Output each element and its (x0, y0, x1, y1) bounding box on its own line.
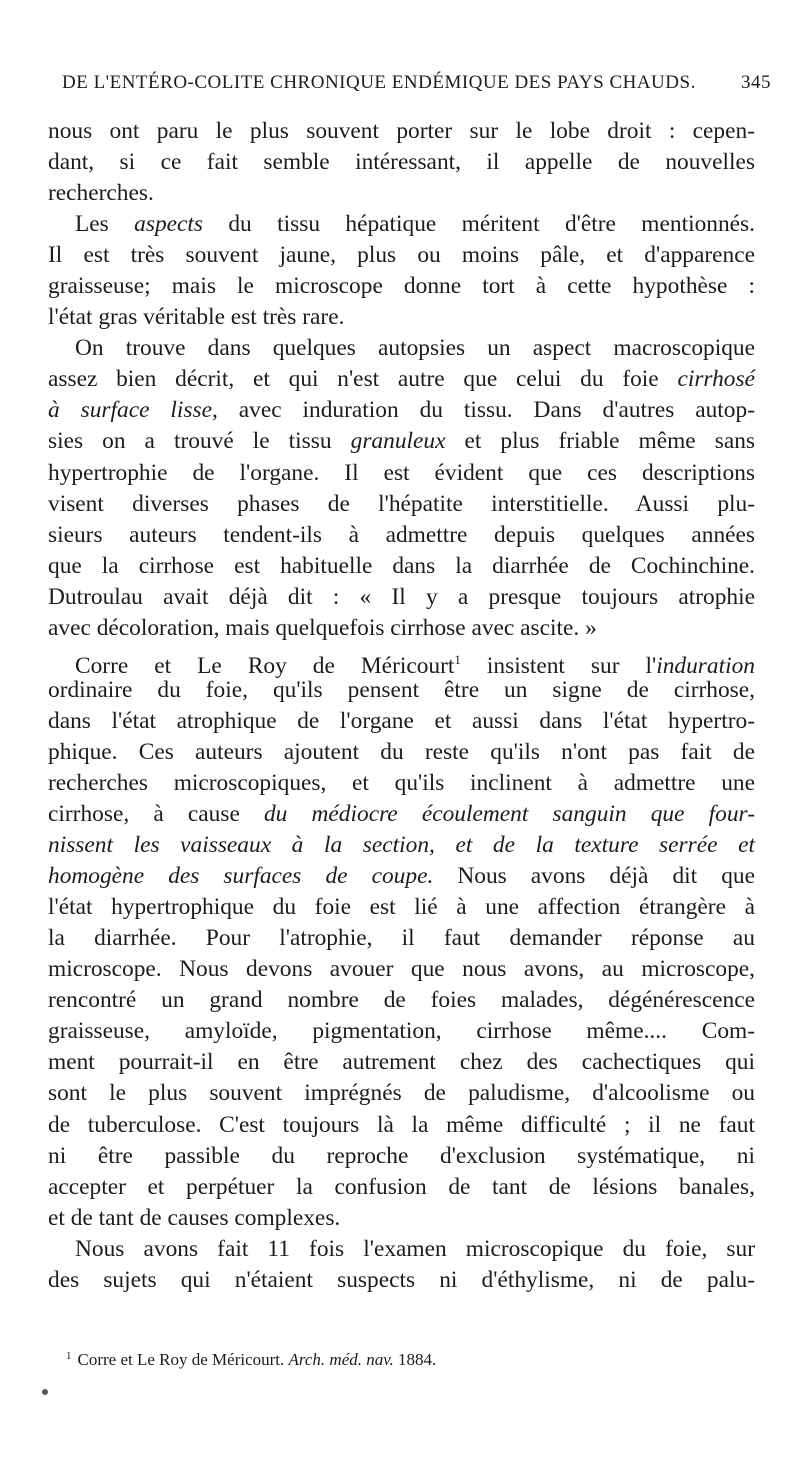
text-segment: accepter et perpétuer la confusion de tant de lésions banales, (48, 1173, 755, 1200)
text-segment: rencontré un grand nombre de foies malades, dégénérescence (48, 987, 755, 1014)
page-speck (42, 1389, 48, 1395)
text-segment: On trouve dans quelques autopsies un aspect macroscopique (75, 335, 755, 362)
text-segment: l'état hypertrophique du foie est lié à une affection étrangère à (48, 894, 755, 921)
text-segment: de tuberculose. C'est toujours là la même difficulté ; il ne faut (48, 1111, 755, 1138)
running-title: DE L'ENTÉRO-COLITE CHRONIQUE ENDÉMIQUE DES PAYS CHAUDS. (62, 72, 696, 93)
footnote (66, 1350, 756, 1370)
italic-text: aspects (134, 211, 203, 238)
text-segment: graisseuse, amyloïde, pigmentation, cirrhose même.... Com- (48, 1018, 755, 1045)
text-line (48, 489, 755, 520)
text-segment: Dutroulau avait déjà dit : « Il y a presque toujours atrophie (48, 583, 755, 610)
text-segment: du tissu hépatique méritent d'être mentionnés. (203, 211, 755, 238)
text-line (48, 240, 755, 271)
text-line (48, 271, 755, 302)
text-segment: l'état gras véritable est très rare. (48, 304, 345, 331)
body-text (48, 116, 755, 1296)
italic-text: Arch. méd. nav. (288, 1350, 394, 1369)
text-line (48, 1078, 755, 1109)
text-line (48, 147, 755, 178)
text-segment: recherches. (48, 180, 154, 207)
text-line (48, 1016, 755, 1047)
text-line (48, 799, 755, 830)
italic-text: du médiocre écoulement sanguin que four- (263, 801, 755, 828)
text-segment: assez bien décrit, et qui n'est autre que celui du foie (48, 366, 678, 393)
text-segment: visent diverses phases de l'hépatite interstitielle. Aussi plu- (48, 490, 755, 517)
text-line (48, 333, 755, 364)
text-segment: ni être passible du reproche d'exclusion systématique, ni (48, 1142, 755, 1169)
text-segment: phique. Ces auteurs ajoutent du reste qu'ils n'ont pas fait de (48, 738, 755, 765)
text-segment: sieurs auteurs tendent-ils à admettre depuis quelques années (48, 521, 755, 548)
text-line (48, 1234, 755, 1265)
text-line (48, 954, 755, 985)
italic-text: homogène des surfaces de coupe. (48, 863, 434, 890)
text-segment: Il est très souvent jaune, plus ou moins pâle, et d'apparence (48, 242, 755, 269)
text-line (48, 302, 755, 333)
text-segment: graisseuse; mais le microscope donne tort à cette hypothèse : (48, 273, 755, 300)
text-line (48, 675, 755, 706)
running-header (62, 72, 771, 102)
text-segment: recherches microscopiques, et qu'ils inclinent à admettre une (48, 769, 755, 796)
text-line (48, 1047, 755, 1078)
text-segment: Nous avons déjà dit que (433, 863, 755, 890)
text-segment: sies on a trouvé le tissu (48, 428, 351, 455)
text-line (48, 985, 755, 1016)
text-segment: nous ont paru le plus souvent porter sur le lobe droit : cepen- (48, 118, 755, 144)
text-line (48, 458, 755, 489)
text-line (48, 116, 755, 147)
text-segment: que la cirrhose est habituelle dans la diarrhée de Cochinchine. (48, 552, 755, 579)
text-segment: insistent sur l' (460, 652, 657, 679)
text-line (48, 1172, 755, 1203)
text-line (48, 737, 755, 768)
text-line (48, 830, 755, 861)
footnote-text (78, 1350, 437, 1369)
italic-text: nissent les vaisseaux à la section, et de la texture serrée et (48, 832, 755, 859)
text-segment: avec induration du tissu. Dans d'autres autop- (217, 397, 755, 424)
italic-text: induration (656, 652, 755, 679)
text-segment: ordinaire du foie, qu'ils pensent être un signe de cirrhose, (48, 676, 755, 703)
text-line (48, 209, 755, 240)
text-line (48, 364, 755, 395)
text-line (48, 520, 755, 551)
text-segment: 1884. (393, 1350, 437, 1369)
text-line (48, 892, 755, 923)
text-line (48, 1265, 755, 1296)
text-line (48, 1110, 755, 1141)
text-line (48, 551, 755, 582)
text-segment: des sujets qui n'étaient suspects ni d'éthylisme, ni de palu- (48, 1266, 755, 1293)
text-line (48, 178, 755, 209)
text-segment: hypertrophie de l'organe. Il est évident que ces descriptions (48, 459, 755, 486)
italic-text: cirrhosé (677, 366, 755, 393)
text-line (48, 582, 755, 613)
text-line (48, 1203, 755, 1234)
text-segment: Corre et Le Roy de Méricourt. (77, 1350, 289, 1369)
text-line (48, 1141, 755, 1172)
italic-text: à surface lisse, (48, 397, 218, 424)
text-line (48, 426, 755, 457)
text-segment: Nous avons fait 11 fois l'examen microscopique du foie, sur (75, 1235, 755, 1262)
text-line (48, 768, 755, 799)
footnote-reference: 1 (454, 651, 461, 667)
text-segment: ment pourrait-il en être autrement chez des cachectiques qui (48, 1049, 755, 1076)
text-segment: microscope. Nous devons avouer que nous avons, au microscope, (48, 956, 755, 983)
page-number: 345 (741, 72, 771, 93)
text-segment: cirrhose, à cause (48, 801, 264, 828)
footnote-marker: 1 (66, 1350, 72, 1362)
text-segment: et plus friable même sans (445, 428, 755, 455)
text-line (48, 706, 755, 737)
text-segment: avec décoloration, mais quelquefois cirrhose avec ascite. » (48, 614, 597, 641)
text-segment: et de tant de causes complexes. (48, 1204, 341, 1231)
text-line (48, 923, 755, 954)
text-segment: sont le plus souvent imprégnés de paludisme, d'alcoolisme ou (48, 1080, 755, 1107)
text-line (48, 861, 755, 892)
text-segment: dans l'état atrophique de l'organe et aussi dans l'état hypertro- (48, 707, 755, 734)
text-segment: Corre et Le Roy de Méricourt (75, 652, 455, 679)
text-line (48, 613, 755, 644)
text-line (48, 644, 755, 679)
italic-text: granuleux (350, 428, 446, 455)
text-segment: Les (75, 211, 135, 238)
text-line (48, 395, 755, 426)
text-segment: la diarrhée. Pour l'atrophie, il faut demander réponse au (48, 925, 755, 952)
text-segment: dant, si ce fait semble intéressant, il appelle de nouvelles (48, 149, 755, 176)
